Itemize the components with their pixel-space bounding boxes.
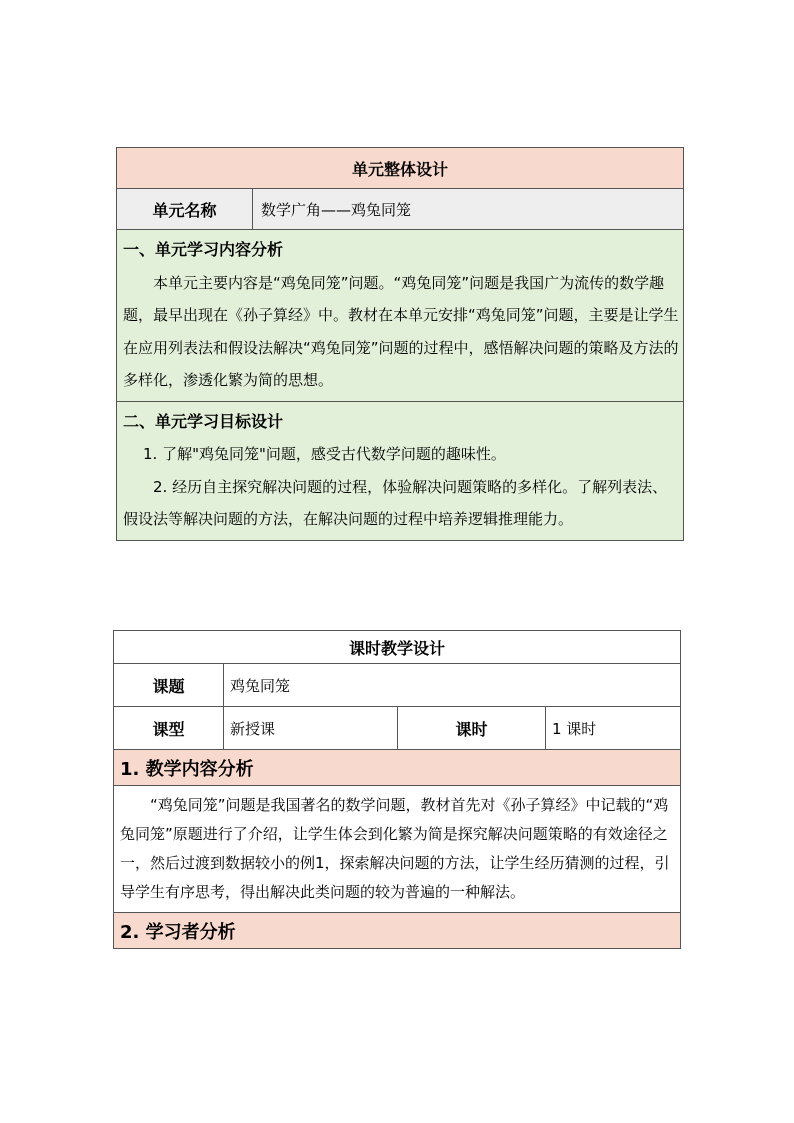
section-heading: 二、单元学习目标设计 [123,411,284,431]
section-heading: 一、单元学习内容分析 [123,240,284,259]
goal-item: 2. 经历自主探究解决问题的过程，体验解决问题策略的多样化。了解列表法、假设法等解决问题的方法，在解决问题的过程中培养逻辑推理能力。 [123,477,668,528]
lesson-design-table [113,630,681,949]
period-value: 1 课时 [546,707,681,750]
unit-content-analysis [117,230,684,402]
unit-design-table [116,147,684,541]
lesson-table-title: 课时教学设计 [114,631,681,664]
content-analysis-text: “鸡兔同笼”问题是我国著名的数学问题，教材首先对《孙子算经》中记载的“鸡兔同笼”原题进行了介绍，让学生体会到化繁为简是探究解决问题策略的有效途径之一，然后过渡到数据较小的例1，探索解决问题的方法，让学生经历猜测的过程，引导学生有序思考，得出解决此类问题的较为普遍的一种解法。 [114,786,681,913]
learner-analysis-heading: 2. 学习者分析 [114,913,681,949]
type-value: 新授课 [224,707,398,750]
goal-item: 1. 了解"鸡兔同笼"问题，感受古代数学问题的趣味性。 [143,445,506,463]
section-paragraph: 本单元主要内容是“鸡兔同笼”问题。“鸡兔同笼”问题是我国广为流传的数学趣题，最早出现在《孙子算经》中。教材在本单元安排“鸡兔同笼”问题，主要是让学生在应用列表法和假设法解决“鸡兔同笼”问题的过程中，感悟解决问题的策略及方法的多样化，渗透化繁为简的思想。 [123,273,679,389]
unit-table-title: 单元整体设计 [117,148,684,189]
unit-learning-goals [117,401,684,540]
type-label: 课型 [114,707,224,750]
unit-name-value: 数学广角——鸡兔同笼 [253,189,684,230]
topic-value: 鸡兔同笼 [224,664,681,707]
unit-name-label: 单元名称 [117,189,253,230]
content-analysis-heading: 1. 教学内容分析 [114,750,681,786]
topic-label: 课题 [114,664,224,707]
period-label: 课时 [398,707,546,750]
